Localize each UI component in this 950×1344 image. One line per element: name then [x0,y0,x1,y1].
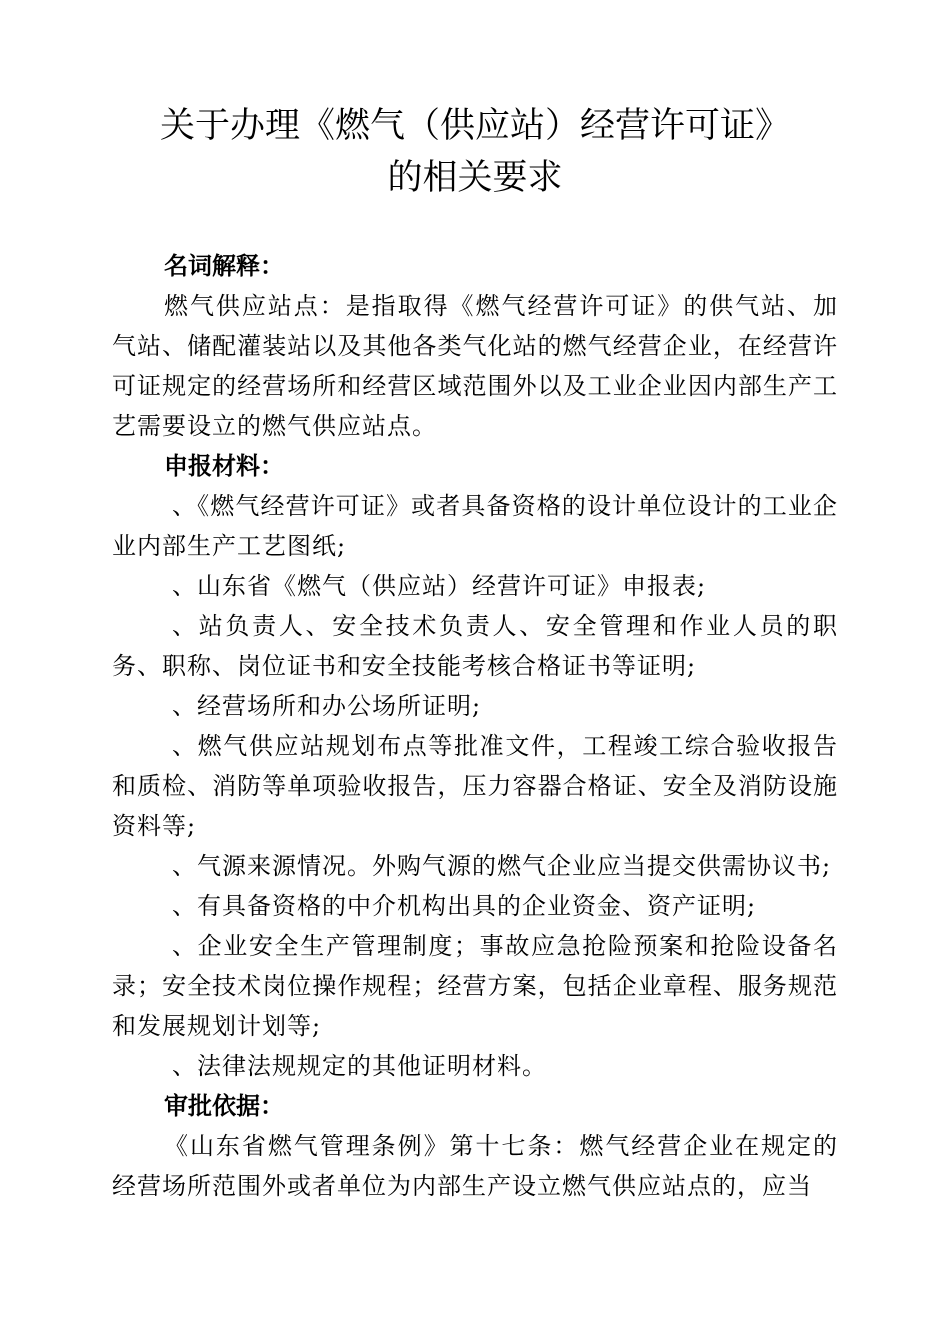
materials-item-7: 、有具备资格的中介机构出具的企业资金、资产证明; [172,892,757,920]
definitions-paragraph: 燃气供应站点：是指取得《燃气经营许可证》的供气站、加气站、储配灌装站以及其他各类气化站的燃气经营企业，在经营许可证规定的经营场所和经营区域范围外以及工业企业因内部生产工艺需要设立的燃气供应站点。 [112,292,838,440]
materials-item-8: 、企业安全生产管理制度；事故应急抢险预案和抢险设备名录；安全技术岗位操作规程；经营方案，包括企业章程、服务规范和发展规划计划等; [112,932,838,1040]
basis-paragraph: 《山东省燃气管理条例》第十七条：燃气经营企业在规定的经营场所范围外或者单位为内部生产设立燃气供应站点的，应当 [112,1132,838,1200]
materials-item-4: 、经营场所和办公场所证明; [172,692,482,720]
materials-heading: 申报材料： [164,452,284,480]
materials-list [112,486,838,1086]
materials-item-6: 、气源来源情况。外购气源的燃气企业应当提交供需协议书; [172,852,832,880]
materials-item-5: 、燃气供应站规划布点等批准文件，工程竣工综合验收报告和质检、消防等单项验收报告，压力容器合格证、安全及消防设施资料等; [112,732,838,840]
title-line-1: 关于办理《燃气（供应站）经营许可证》 [159,106,790,146]
materials-item-3: 、站负责人、安全技术负责人、安全管理和作业人员的职务、职称、岗位证书和安全技能考核合格证书等证明; [112,612,838,680]
document-title [112,100,838,204]
title-line-2: 的相关要求 [387,158,563,198]
materials-item-1: 、《燃气经营许可证》或者具备资格的设计单位设计的工业企业内部生产工艺图纸; [112,492,838,560]
definitions-heading: 名词解释： [164,252,284,280]
materials-item-2: 、山东省《燃气（供应站）经营许可证》申报表; [172,572,707,600]
basis-heading: 审批依据： [164,1092,284,1120]
materials-item-9: 、法律法规规定的其他证明材料。 [172,1052,547,1080]
